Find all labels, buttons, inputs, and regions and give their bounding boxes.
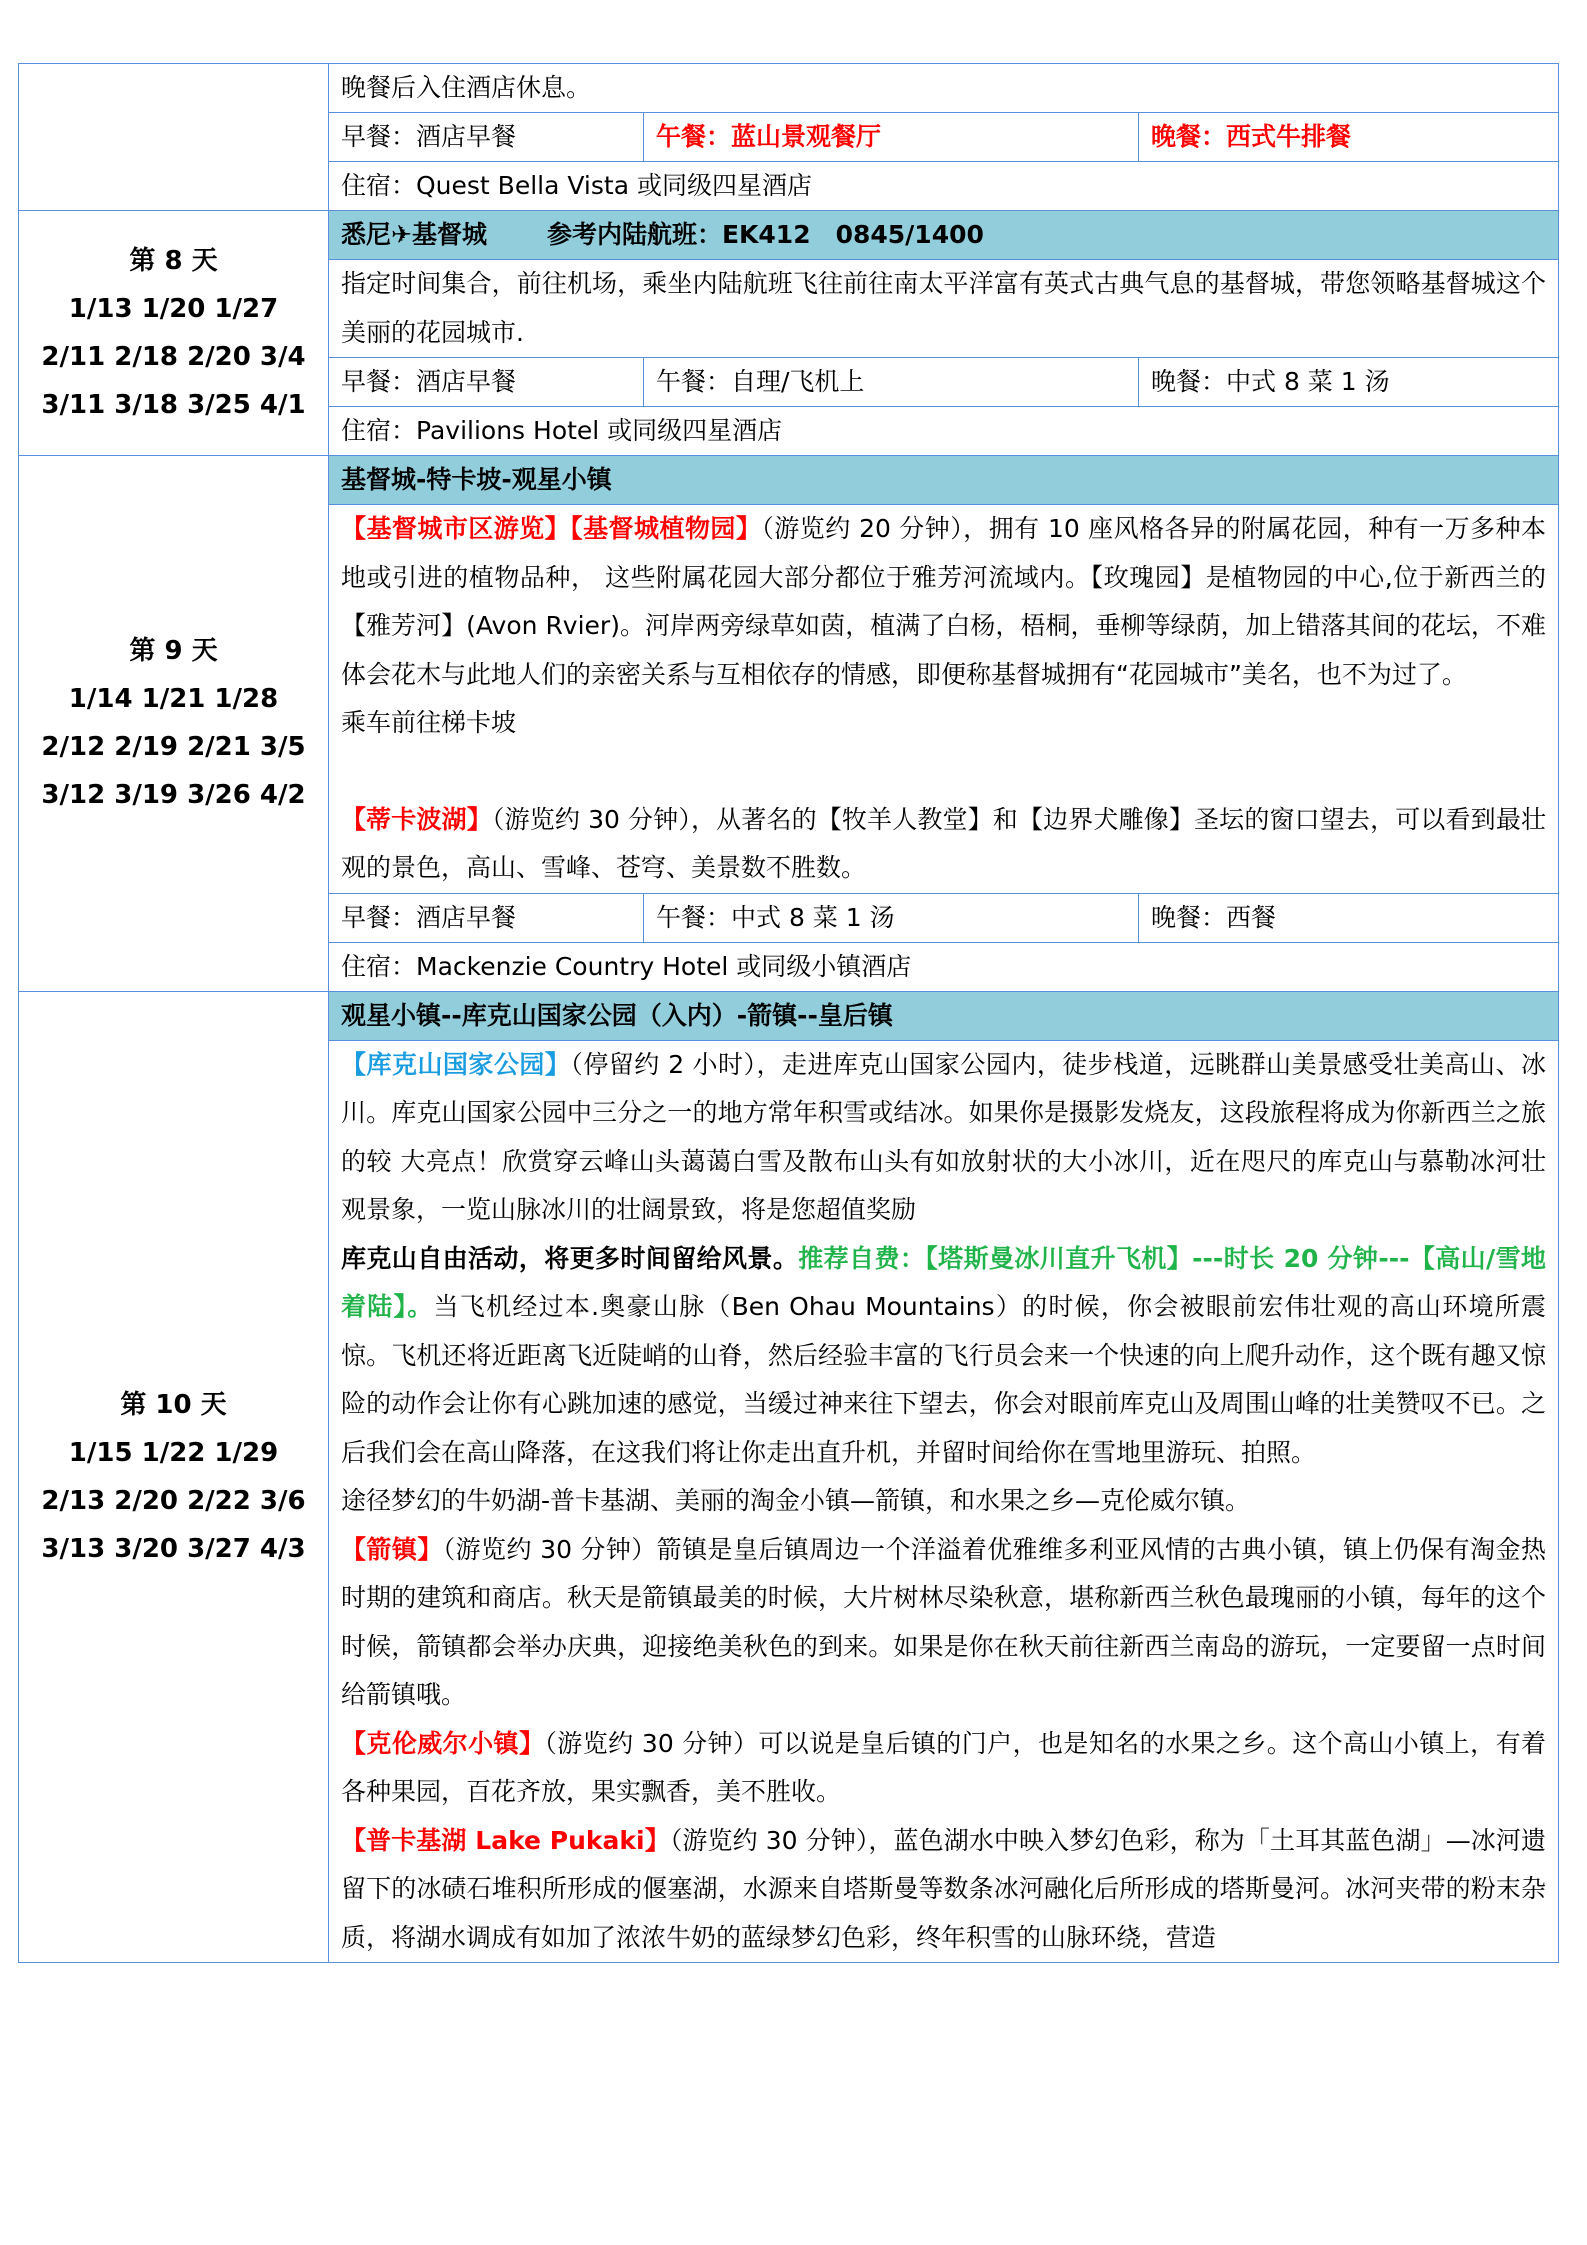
day7-dinner: 晚餐：西式牛排餐 (1151, 122, 1352, 151)
botanic-garden-highlight: 【基督城植物园】 (570, 514, 762, 543)
day9-label: 第 9 天 (129, 636, 218, 667)
day7-label-cell (19, 64, 329, 211)
free-activity-note: 库克山自由活动，将更多时间留给风景。 (341, 1243, 799, 1273)
day8-label-cell (19, 211, 329, 456)
day10-dates-3: 3/13 3/20 3/27 4/3 (41, 1533, 306, 1564)
day9-dates-1: 1/14 1/21 1/28 (68, 684, 279, 715)
optional-helicopter-tour: 推荐自费：【塔斯曼冰川直升飞机】---时长 20 分钟---【高山/雪地着陆】。 (341, 1243, 1546, 1321)
day10-content (329, 991, 1559, 1963)
day8-route: 悉尼✈基督城 (341, 220, 487, 249)
day10-paragraph-2-text: 当飞机经过本.奥豪山脉（Ben Ohau Mountains）的时候，你会被眼前宏伟壮观的高山环境所震惊。飞机还将近距离飞近陡峭的山脊，然后经验丰富的飞行员会来一个快速的向上爬升动作，这个既有趣又惊险的动作会让你有心跳加速的感觉，当缓过神来往下望去，你会对眼前库克山及周围山峰的壮美赞叹不已。之后我们会在高山降落，在这我们将让你走出直升机，并留时间给你在雪地里游玩、拍照。 (341, 1292, 1546, 1467)
day9-content (329, 456, 1559, 992)
day10-paragraph-5-text: （游览约 30 分钟）可以说是皇后镇的门户，也是知名的水果之乡。这个高山小镇上，有着各种果园，百花齐放，果实飘香，美不胜收。 (341, 1728, 1546, 1806)
day9-lunch: 午餐：中式 8 菜 1 汤 (644, 894, 1139, 942)
day10-dates-2: 2/13 2/20 2/22 3/6 (41, 1485, 306, 1516)
day8-dates-2: 2/11 2/18 2/20 3/4 (41, 342, 306, 372)
day8-breakfast: 早餐：酒店早餐 (329, 358, 644, 406)
day9-paragraph-3-text: （游览约 30 分钟），从著名的【牧羊人教堂】和【边界犬雕像】圣坛的窗口望去，可以看到最壮观的景色，高山、雪峰、苍穹、美景数不胜数。 (341, 804, 1546, 882)
day10-dates-1: 1/15 1/22 1/29 (68, 1437, 279, 1468)
day9-paragraph-3 (329, 796, 1558, 893)
day9-paragraph-2: 乘车前往梯卡坡 (341, 708, 517, 737)
day10-row (19, 991, 1559, 1963)
day10-paragraph-4-text: （游览约 30 分钟）箭镇是皇后镇周边一个洋溢着优雅维多利亚风情的古典小镇，镇上仍保有淘金热时期的建筑和商店。秋天是箭镇最美的时候，大片树林尽染秋意，堪称新西兰秋色最瑰丽的小镇，每年的这个时候，箭镇都会举办庆典，迎接绝美秋色的到来。如果是你在秋天前往新西兰南岛的游玩，一定要留一点时间给箭镇哦。 (341, 1534, 1546, 1709)
day9-dinner: 晚餐：西餐 (1151, 902, 1277, 932)
mount-cook-highlight: 【库克山国家公园】 (341, 1049, 571, 1079)
itinerary-table (18, 63, 1559, 1963)
day8-label: 第 8 天 (129, 246, 218, 276)
day7-content (329, 64, 1559, 211)
day10-paragraph-6-text: （游览约 30 分钟），蓝色湖水中映入梦幻色彩，称为「土耳其蓝色湖」—冰河遗留下的冰碛石堆积所形成的偃塞湖，水源来自塔斯曼等数条冰河融化后所形成的塔斯曼河。冰河夹带的粉末杂质，将湖水调成有如加了浓浓牛奶的蓝绿梦幻色彩，终年积雪的山脉环绕，营造 (341, 1825, 1546, 1952)
day8-header (329, 211, 1558, 259)
day8-description: 指定时间集合，前往机场，乘坐内陆航班飞往前往南太平洋富有英式古典气息的基督城，带您领略基督城这个美丽的花园城市. (329, 259, 1558, 357)
day8-row (19, 211, 1559, 456)
day8-dates-3: 3/11 3/18 3/25 4/1 (41, 390, 306, 420)
day10-label: 第 10 天 (120, 1389, 227, 1420)
day10-paragraph-1 (329, 1040, 1558, 1235)
day9-paragraph-1 (329, 504, 1558, 699)
day10-paragraph-3: 途径梦幻的牛奶湖-普卡基湖、美丽的淘金小镇—箭镇，和水果之乡—克伦威尔镇。 (341, 1486, 1251, 1515)
day10-paragraph-5 (329, 1720, 1558, 1817)
cromwell-highlight: 【克伦威尔小镇】 (341, 1728, 545, 1758)
day7-row (19, 64, 1559, 211)
day7-breakfast: 早餐：酒店早餐 (329, 113, 644, 161)
day10-paragraph-6 (329, 1817, 1558, 1963)
day9-label-cell (19, 456, 329, 992)
day9-paragraph-1-text: （游览约 20 分钟），拥有 10 座风格各异的附属花园，种有一万多种本地或引进的植物品种， 这些附属花园大部分都位于雅芳河流域内。【玫瑰园】是植物园的中心,位于新西兰的【雅芳河】(Avon Rvier)。河岸两旁绿草如茵，植满了白杨，梧桐，垂柳等绿荫，加上错落其间的花坛，不难体会花木与此地人们的亲密关系与互相依存的情感，即便称基督城拥有“花园城市”美名，也不为过了。 (341, 514, 1546, 689)
day8-hotel: 住宿：Pavilions Hotel 或同级四星酒店 (329, 406, 1558, 455)
day9-breakfast: 早餐：酒店早餐 (329, 894, 644, 942)
day9-meals (329, 893, 1558, 942)
day7-lunch: 午餐：蓝山景观餐厅 (644, 113, 1139, 161)
day10-paragraph-2 (329, 1235, 1558, 1478)
lake-pukaki-highlight: 【普卡基湖 Lake Pukaki】 (341, 1825, 670, 1855)
day10-paragraph-1-text: （停留约 2 小时），走进库克山国家公园内，徒步栈道，远眺群山美景感受壮美高山、冰川。库克山国家公园中三分之一的地方常年积雪或结冰。如果你是摄影发烧友，这段旅程将成为你新西兰之旅的较 大亮点！欣赏穿云峰山头蔼蔼白雪及散布山头有如放射状的大小冰川，近在咫尺的库克山与慕勒冰河壮观景象，一览山脉冰川的壮阔景致，将是您超值奖励 (341, 1049, 1546, 1224)
day7-evening: 晚餐后入住酒店休息。 (341, 73, 592, 102)
day9-header: 基督城-特卡坡-观星小镇 (329, 456, 1558, 504)
day8-meals (329, 357, 1558, 406)
day9-dates-2: 2/12 2/19 2/21 3/5 (41, 732, 306, 763)
arrowtown-highlight: 【箭镇】 (341, 1534, 443, 1564)
day8-content (329, 211, 1559, 456)
christchurch-city-tour-highlight: 【基督城市区游览】 (341, 514, 571, 543)
day7-meals (329, 112, 1558, 161)
day8-dinner: 晚餐：中式 8 菜 1 汤 (1151, 367, 1390, 396)
day8-dates-1: 1/13 1/20 1/27 (68, 294, 279, 324)
lake-tekapo-highlight: 【蒂卡波湖】 (341, 804, 492, 834)
day9-hotel: 住宿：Mackenzie Country Hotel 或同级小镇酒店 (329, 942, 1558, 991)
day10-paragraph-4 (329, 1526, 1558, 1720)
day9-spacer (329, 748, 1558, 796)
day8-lunch: 午餐：自理/飞机上 (644, 358, 1139, 406)
day8-flight: 参考内陆航班：EK412 0845/1400 (546, 220, 984, 249)
day9-dates-3: 3/12 3/19 3/26 4/2 (41, 780, 306, 811)
day9-row (19, 456, 1559, 992)
day10-label-cell (19, 991, 329, 1963)
day7-hotel: 住宿：Quest Bella Vista 或同级四星酒店 (329, 161, 1558, 210)
day10-header: 观星小镇--库克山国家公园（入内）-箭镇--皇后镇 (329, 992, 1558, 1040)
